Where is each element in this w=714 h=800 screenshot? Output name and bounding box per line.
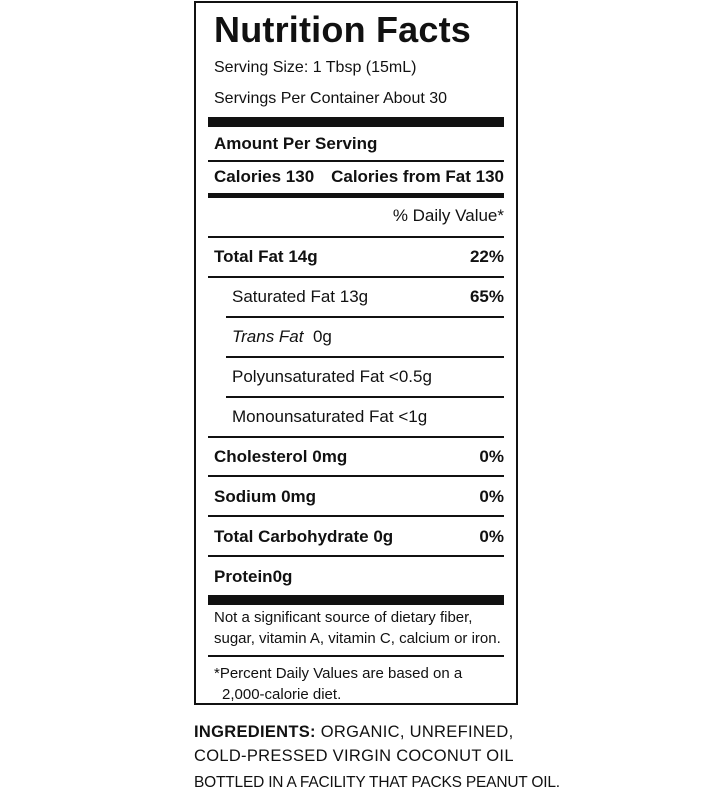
heavy-divider [208, 595, 504, 605]
nutrient-row-total-fat: Total Fat 14g 22% [214, 247, 504, 266]
daily-value-percent: 65% [469, 287, 504, 306]
nutrient-row-polyunsaturated-fat: Polyunsaturated Fat <0.5g [232, 367, 432, 386]
ingredients-text: ORGANIC, UNREFINED, COLD-PRESSED VIRGIN COCONUT OIL [194, 723, 514, 765]
nutrient-row-protein: Protein0g [214, 567, 293, 586]
ingredients-heading: INGREDIENTS: [194, 723, 316, 741]
daily-value-percent: 0% [479, 487, 504, 506]
calories-row [214, 157, 504, 197]
facility-statement: BOTTLED IN A FACILITY THAT PACKS PEANUT OIL. [194, 774, 560, 791]
servings-per-container: Servings Per Container About 30 [214, 90, 448, 107]
daily-value-percent: 22% [469, 247, 504, 266]
daily-value-header-row [214, 196, 504, 236]
nutrient-row-trans-fat: Trans Fat 0g [232, 327, 332, 346]
divider [208, 655, 504, 657]
nutrition-facts-title: Nutrition Facts [214, 9, 472, 50]
ingredients-statement [194, 720, 534, 768]
daily-value-percent: 0% [479, 527, 504, 546]
calories-from-fat: Calories from Fat 130 [331, 167, 504, 186]
nutrient-row-saturated-fat: Saturated Fat 13g 65% [232, 287, 504, 306]
not-significant-note: Not a significant source of dietary fiber, sugar, vitamin A, vitamin C, calcium or iron. [214, 609, 501, 647]
percent-daily-value-footnote: *Percent Daily Values are based on a 2,000-calorie diet. [214, 665, 463, 703]
nutrient-row-total-carbohydrate: Total Carbohydrate 0g 0% [214, 527, 504, 546]
nutrient-row-cholesterol: Cholesterol 0mg 0% [214, 447, 504, 466]
calories: Calories 130 [214, 167, 315, 186]
nutrition-facts-panel [194, 1, 518, 705]
daily-value-percent: 0% [479, 447, 504, 466]
amount-per-serving: Amount Per Serving [214, 134, 378, 153]
nutrient-row-monounsaturated-fat: Monounsaturated Fat <1g [232, 407, 428, 426]
nutrient-row-sodium: Sodium 0mg 0% [214, 487, 504, 506]
serving-size: Serving Size: 1 Tbsp (15mL) [214, 59, 417, 76]
daily-value-header: % Daily Value* [392, 206, 504, 225]
